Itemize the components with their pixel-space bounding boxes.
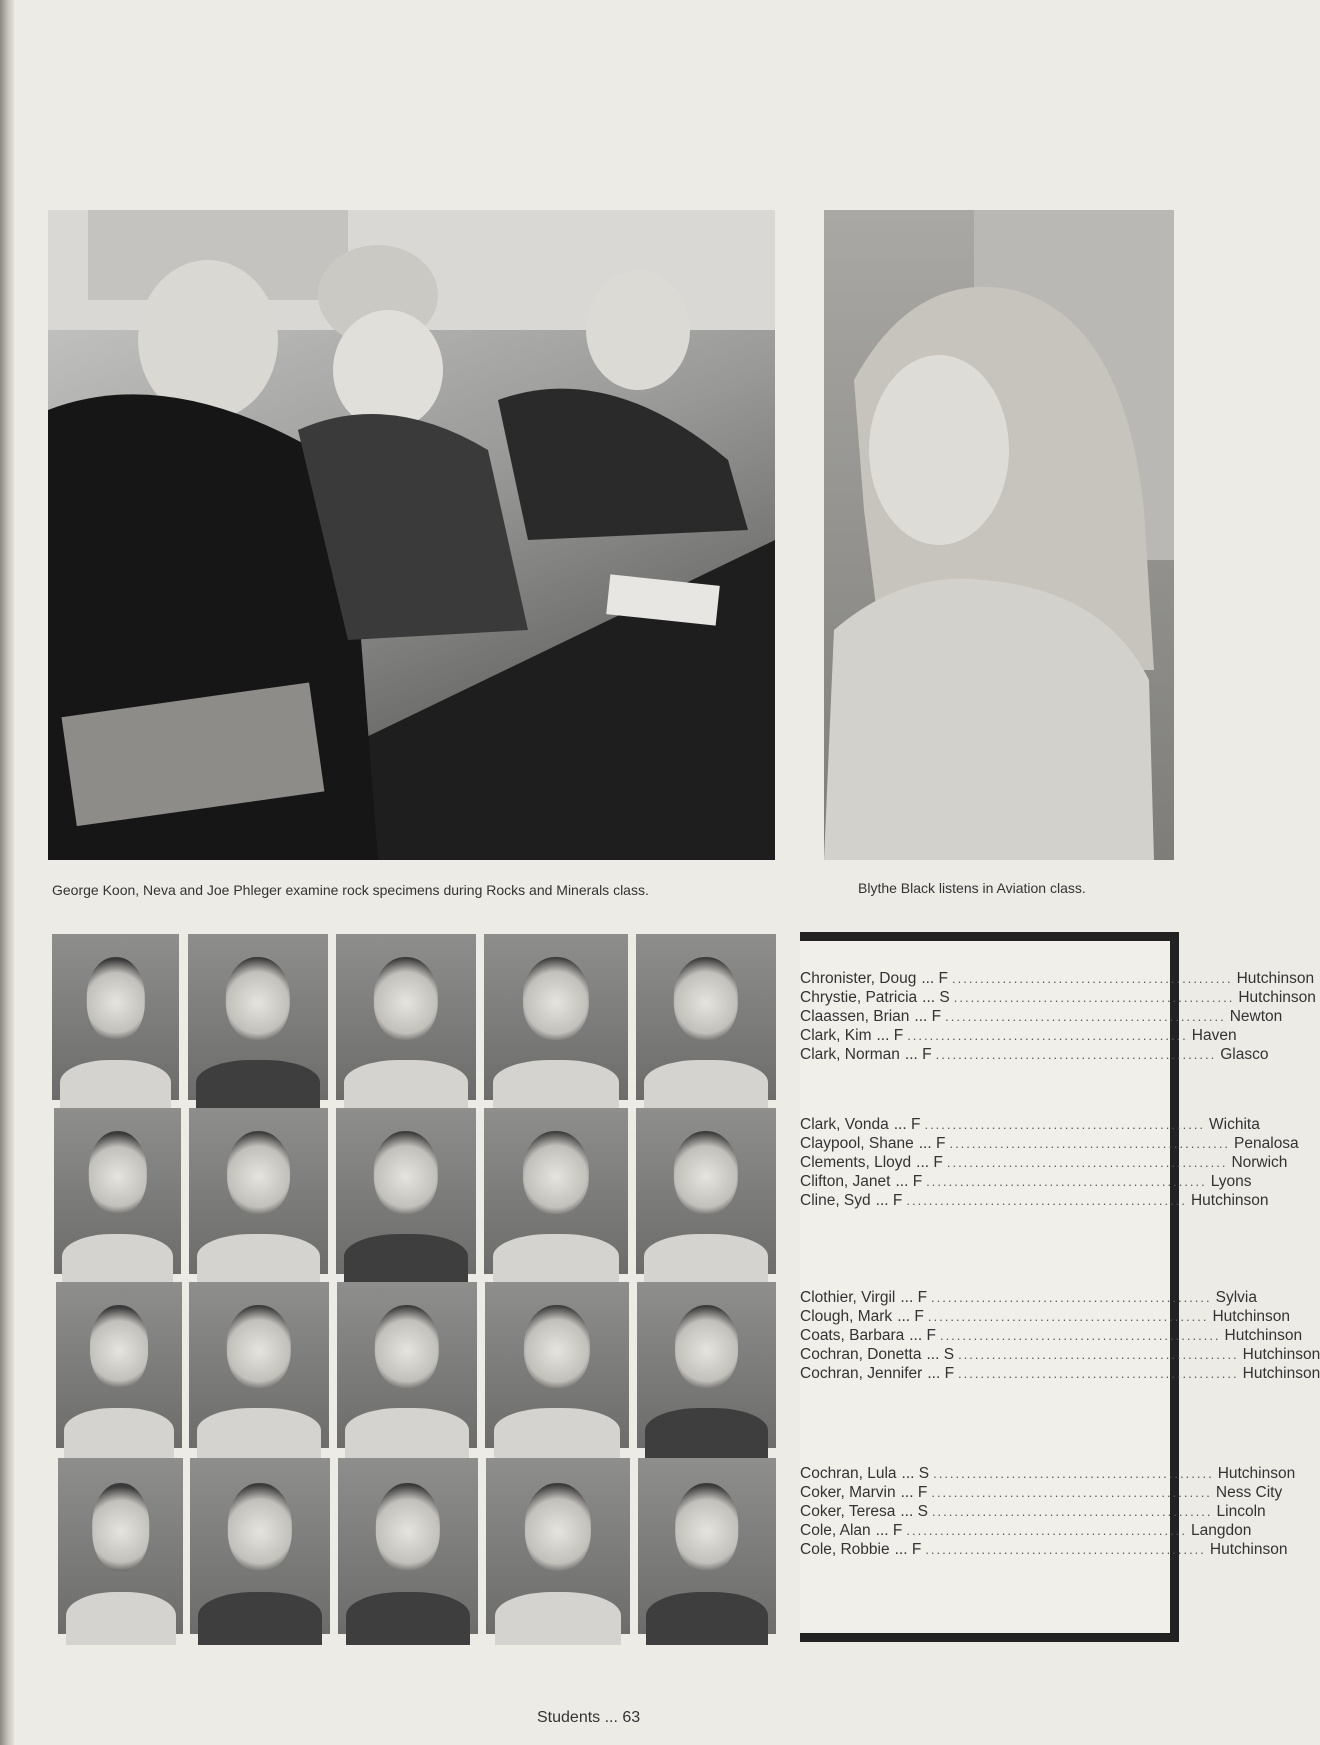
roster-entry: Claypool, Shane ... F .................................................. Penalosa — [800, 1135, 1299, 1152]
roster-entry: Chrystie, Patricia ... S .................................................. Hutchinson — [800, 989, 1316, 1006]
student-portrait — [484, 1108, 628, 1274]
roster-group — [800, 970, 1316, 1065]
roster-entry: Claassen, Brian ... F .................................................. Newton — [800, 1008, 1283, 1025]
roster-entry: Clough, Mark ... F .................................................. Hutchinson — [800, 1308, 1291, 1325]
roster-entry: Clothier, Virgil ... F .................................................. Sylvia — [800, 1289, 1257, 1306]
student-portrait — [190, 1458, 330, 1634]
student-portrait — [337, 1282, 477, 1448]
student-portrait — [52, 934, 179, 1100]
rocks-minerals-class-photo — [48, 210, 775, 860]
roster-entry: Coker, Teresa ... S .................................................. Lincoln — [800, 1503, 1266, 1520]
roster-entry: Clements, Lloyd ... F .................................................. Norwich — [800, 1154, 1288, 1171]
roster-entry: Cochran, Donetta ... S .................................................. Hutchinson — [800, 1346, 1320, 1363]
roster-entry: Cole, Alan ... F .................................................. Langdon — [800, 1522, 1252, 1539]
student-roster — [800, 932, 1320, 1642]
aviation-class-photo — [824, 210, 1174, 860]
student-portrait — [636, 1108, 776, 1274]
roster-entry: Clark, Kim ... F .................................................. Haven — [800, 1027, 1237, 1044]
roster-entry: Cole, Robbie ... F .................................................. Hutchinson — [800, 1541, 1288, 1558]
student-portrait — [336, 1108, 476, 1274]
student-portrait — [486, 1458, 630, 1634]
roster-entry: Coker, Marvin ... F .................................................. Ness City — [800, 1484, 1283, 1501]
student-portrait — [484, 934, 628, 1100]
page-binding-shadow — [0, 0, 14, 1745]
student-portrait — [54, 1108, 181, 1274]
page-footer: Students ... 63 — [537, 1709, 641, 1726]
student-portrait — [189, 1108, 328, 1274]
roster-entry: Clark, Vonda ... F .................................................. Wichita — [800, 1116, 1260, 1133]
roster-entry: Cochran, Lula ... S .................................................. Hutchinson — [800, 1465, 1296, 1482]
roster-entry: Clark, Norman ... F .................................................. Glasco — [800, 1046, 1269, 1063]
roster-entry: Coats, Barbara ... F .................................................. Hutchinson — [800, 1327, 1303, 1344]
student-portrait — [188, 934, 328, 1100]
student-portrait — [638, 1458, 776, 1634]
roster-entry: Cochran, Jennifer ... F .................................................. Hutchinson — [800, 1365, 1320, 1382]
student-portrait — [636, 934, 776, 1100]
student-portrait — [637, 1282, 776, 1448]
student-portrait — [56, 1282, 182, 1448]
student-portrait — [485, 1282, 629, 1448]
roster-entry: Chronister, Doug ... F .................................................. Hutchinson — [800, 970, 1315, 987]
student-portrait — [336, 934, 476, 1100]
main-photo-caption: George Koon, Neva and Joe Phleger examine rock specimens during Rocks and Minerals class. — [52, 882, 649, 898]
roster-group — [800, 1116, 1299, 1211]
roster-group — [800, 1465, 1296, 1560]
student-portrait — [338, 1458, 478, 1634]
roster-entry: Cline, Syd ... F .................................................. Hutchinson — [800, 1192, 1269, 1209]
student-portrait — [189, 1282, 329, 1448]
roster-entry: Clifton, Janet ... F .................................................. Lyons — [800, 1173, 1252, 1190]
student-portrait — [58, 1458, 183, 1634]
side-photo-caption: Blythe Black listens in Aviation class. — [858, 880, 1086, 896]
roster-group — [800, 1289, 1320, 1384]
